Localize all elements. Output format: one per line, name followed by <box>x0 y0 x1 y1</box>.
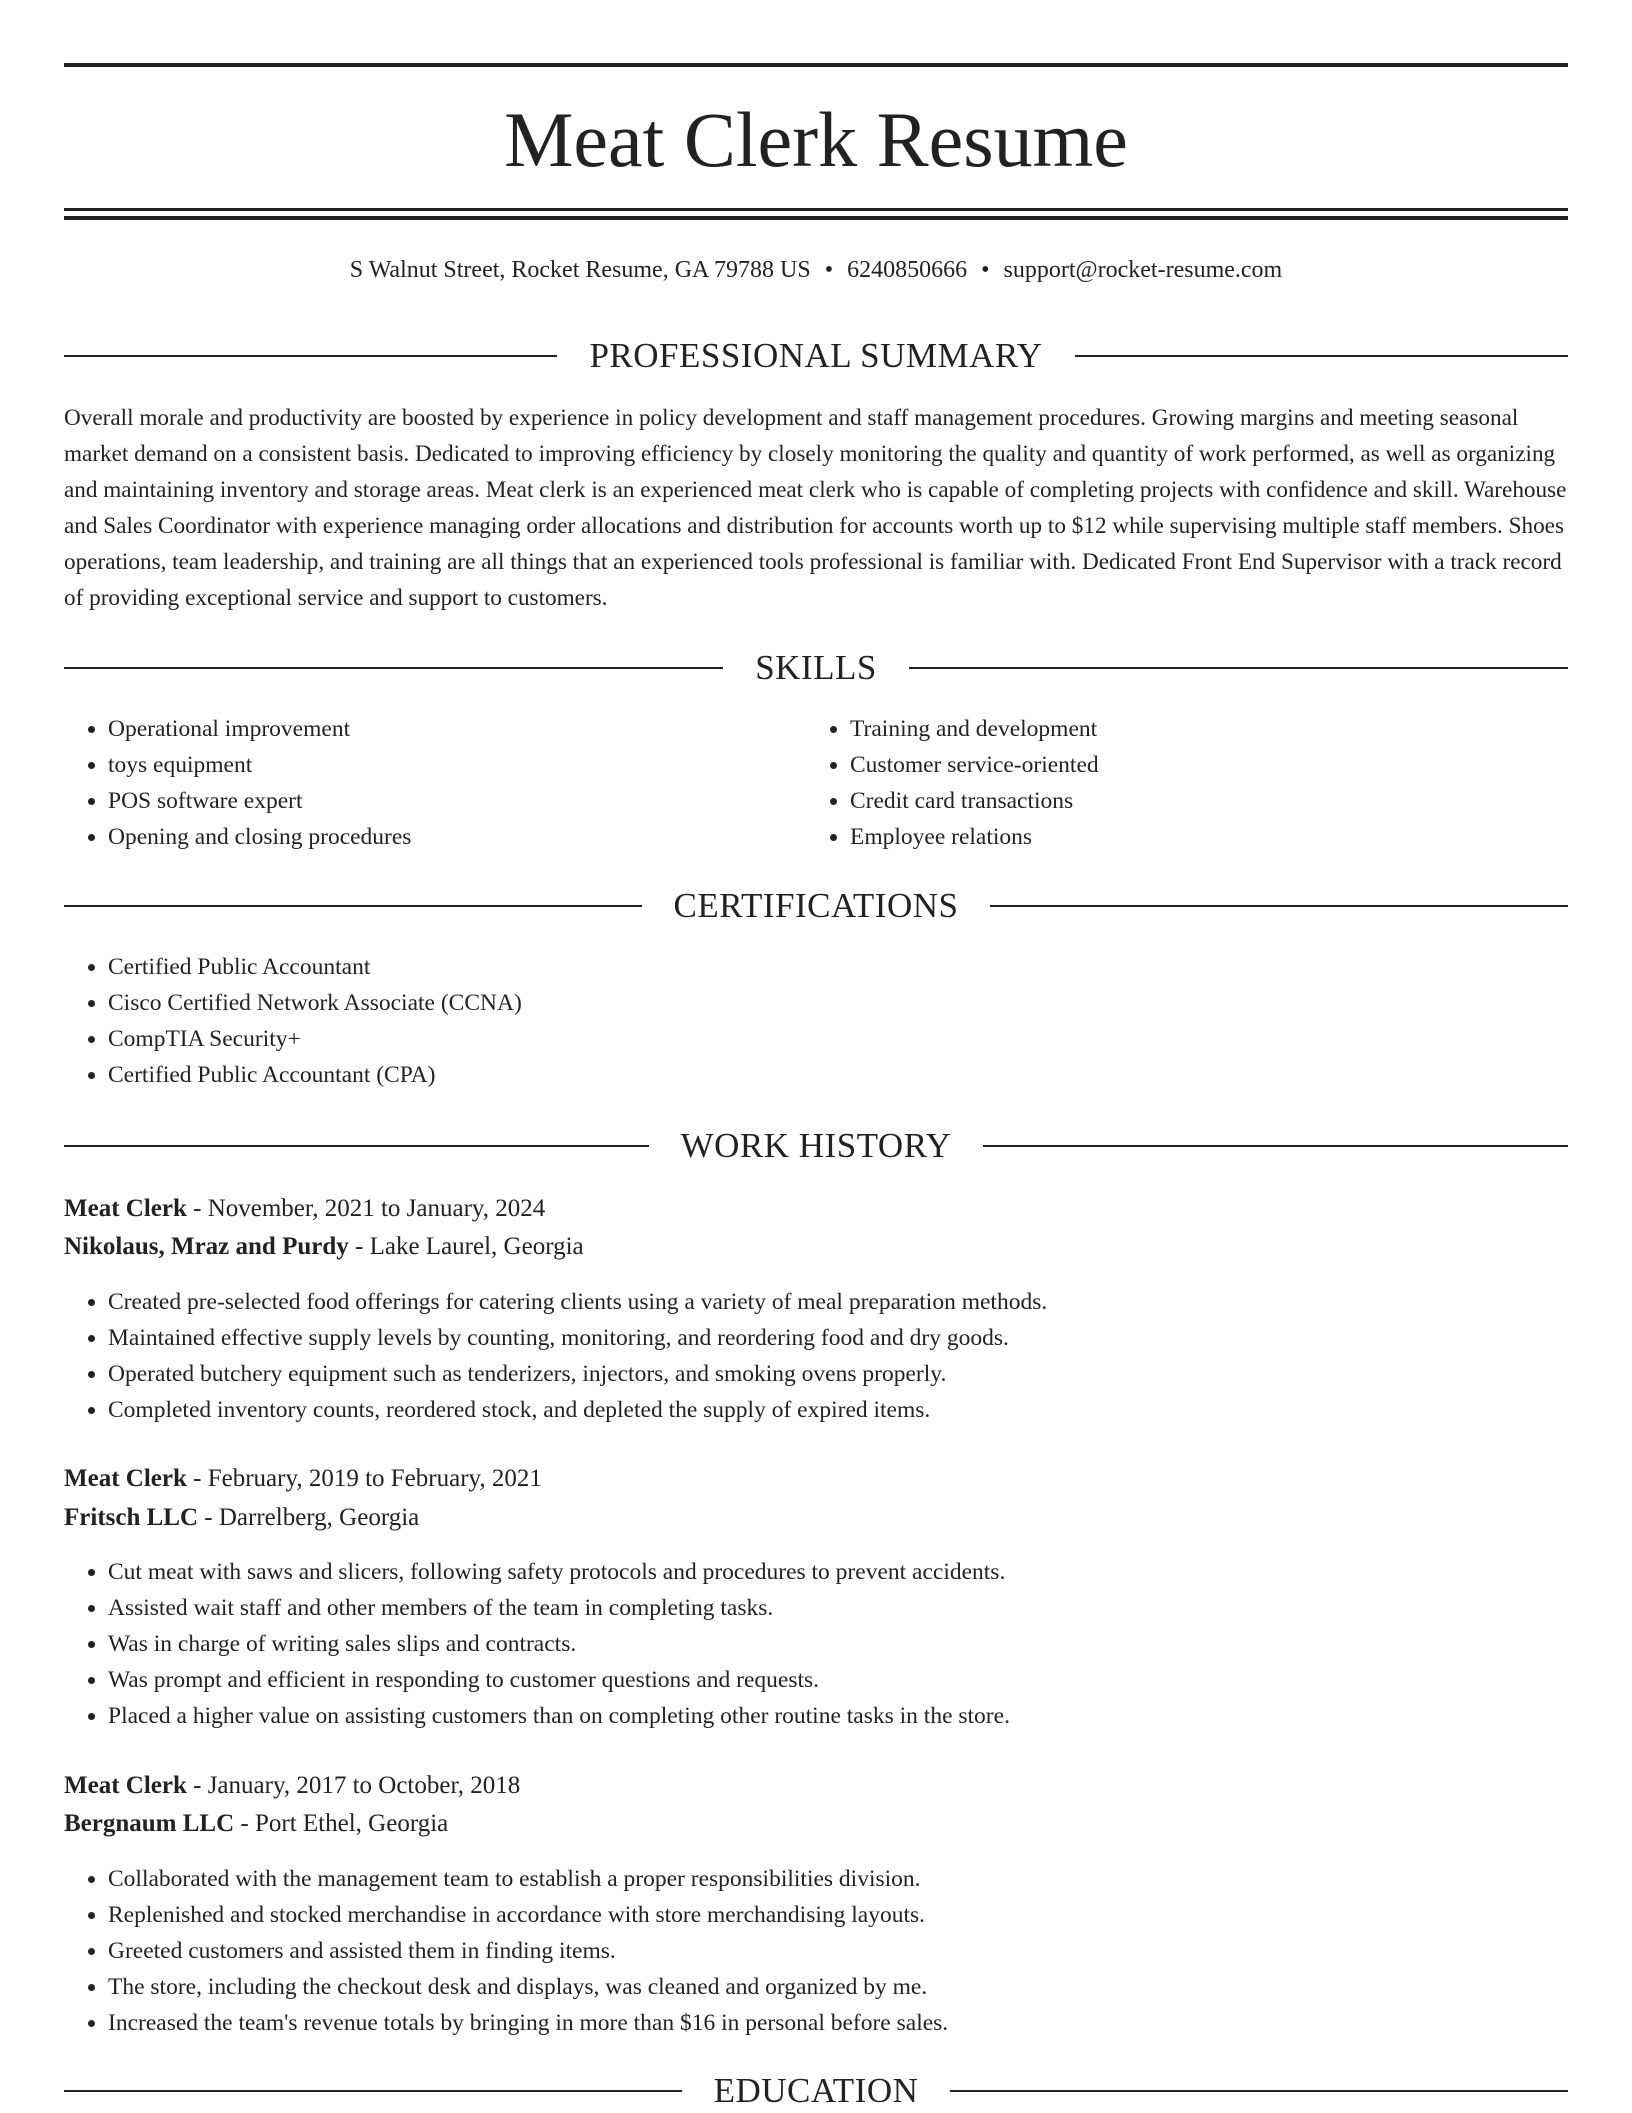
job-title: Meat Clerk <box>64 1465 187 1492</box>
job-bullet: • Increased the team's revenue totals by bringing in more than $16 in personal before sales. <box>108 2005 1568 2041</box>
job-company: Nikolaus, Mraz and Purdy <box>64 1233 349 1260</box>
heading-rule <box>983 1145 1568 1147</box>
contact-address: S Walnut Street, Rocket Resume, GA 79788 US <box>349 257 811 283</box>
skill-item: • Credit card transactions <box>850 783 1550 819</box>
skill-item: • Opening and closing procedures <box>108 819 808 855</box>
job-location: - Darrelberg, Georgia <box>198 1504 420 1531</box>
heading-rule <box>950 2090 1568 2092</box>
job-dates: - February, 2019 to February, 2021 <box>186 1465 542 1492</box>
title-underline-rule <box>64 216 1568 220</box>
certifications-list <box>64 949 1508 1093</box>
heading-rule <box>64 1145 649 1147</box>
certification-item: • Certified Public Accountant <box>108 949 1508 985</box>
skills-list-left <box>64 711 808 855</box>
contact-email: support@rocket-resume.com <box>1003 257 1283 283</box>
job-dates: - January, 2017 to October, 2018 <box>186 1772 521 1799</box>
job-bullet: • Cut meat with saws and slicers, following safety protocols and procedures to prevent accidents. <box>108 1554 1568 1590</box>
skill-item: • Operational improvement <box>108 711 808 747</box>
job-bullets <box>64 1861 1568 2041</box>
skill-item: • Customer service-oriented <box>850 747 1550 783</box>
job-bullet: • Placed a higher value on assisting customers than on completing other routine tasks in the store. <box>108 1698 1568 1734</box>
section-heading-summary <box>64 334 1568 378</box>
job-company-line <box>64 1500 419 1536</box>
section-heading-work-history <box>64 1124 1568 1168</box>
job-company-line <box>64 1229 584 1265</box>
heading-rule <box>64 2090 682 2092</box>
section-heading-label: PROFESSIONAL SUMMARY <box>589 336 1043 375</box>
job-dates: - November, 2021 to January, 2024 <box>186 1195 546 1222</box>
job-title-line <box>64 1191 545 1227</box>
heading-rule <box>64 667 723 669</box>
heading-rule <box>990 905 1568 907</box>
job-bullet: • The store, including the checkout desk and displays, was cleaned and organized by me. <box>108 1969 1568 2005</box>
skills-list-right <box>806 711 1550 855</box>
skill-item: • toys equipment <box>108 747 808 783</box>
section-heading-label: WORK HISTORY <box>680 1126 952 1165</box>
heading-rule <box>64 355 557 357</box>
job-bullet: • Maintained effective supply levels by counting, monitoring, and reordering food and dry goods. <box>108 1320 1568 1356</box>
job-company: Bergnaum LLC <box>64 1810 235 1837</box>
contact-separator: • <box>981 257 990 283</box>
section-heading-education <box>64 2069 1568 2113</box>
contact-line <box>64 254 1568 286</box>
job-bullet: • Was prompt and efficient in responding to customer questions and requests. <box>108 1662 1568 1698</box>
job-location: - Lake Laurel, Georgia <box>348 1233 584 1260</box>
section-heading-label: EDUCATION <box>713 2071 919 2110</box>
heading-rule <box>909 667 1568 669</box>
job-bullet: • Was in charge of writing sales slips and contracts. <box>108 1626 1568 1662</box>
job-title: Meat Clerk <box>64 1195 187 1222</box>
section-heading-certifications <box>64 884 1568 928</box>
section-heading-skills <box>64 646 1568 690</box>
job-bullet: • Replenished and stocked merchandise in accordance with store merchandising layouts. <box>108 1897 1568 1933</box>
section-heading-label: CERTIFICATIONS <box>673 886 959 925</box>
job-title-line <box>64 1461 542 1497</box>
certification-item: • CompTIA Security+ <box>108 1021 1508 1057</box>
contact-phone: 6240850666 <box>847 257 968 283</box>
job-bullets <box>64 1284 1568 1428</box>
job-location: - Port Ethel, Georgia <box>234 1810 449 1837</box>
top-rule <box>64 63 1568 67</box>
heading-rule <box>1075 355 1568 357</box>
job-company: Fritsch LLC <box>64 1504 199 1531</box>
job-bullet: • Operated butchery equipment such as tenderizers, injectors, and smoking ovens properly. <box>108 1356 1568 1392</box>
heading-rule <box>64 905 642 907</box>
skill-item: • Employee relations <box>850 819 1550 855</box>
job-title-line <box>64 1768 520 1804</box>
job-bullet: • Collaborated with the management team to establish a proper responsibilities division. <box>108 1861 1568 1897</box>
job-bullet: • Assisted wait staff and other members of the team in completing tasks. <box>108 1590 1568 1626</box>
job-bullet: • Completed inventory counts, reordered stock, and depleted the supply of expired items. <box>108 1392 1568 1428</box>
job-title: Meat Clerk <box>64 1772 187 1799</box>
resume-title: Meat Clerk Resume <box>504 96 1128 183</box>
summary-paragraph: Overall morale and productivity are boosted by experience in policy development and staff management procedures. Growing margins and meeting seasonal market demand on a consistent basis. Dedicated to improving efficiency by closely monitoring the quality and quantity of work performed, as well as organizing and maintaining inventory and storage areas. Meat clerk is an experienced meat clerk who is capable of completing projects with confidence and skill. Warehouse and Sales Coordinator with experience managing order allocations and distribution for accounts worth up to $12 while supervising multiple staff members. Shoes operations, team leadership, and training are all things that an experienced tools professional is familiar with. Dedicated Front End Supervisor with a track record of providing exceptional service and support to customers. <box>64 405 1567 611</box>
skill-item: • POS software expert <box>108 783 808 819</box>
certification-item: • Certified Public Accountant (CPA) <box>108 1057 1508 1093</box>
job-company-line <box>64 1806 448 1842</box>
section-heading-label: SKILLS <box>755 648 877 687</box>
job-bullet: • Created pre-selected food offerings for catering clients using a variety of meal preparation methods. <box>108 1284 1568 1320</box>
certification-item: • Cisco Certified Network Associate (CCNA) <box>108 985 1508 1021</box>
title-underline-rule <box>64 208 1568 211</box>
skill-item: • Training and development <box>850 711 1550 747</box>
contact-separator: • <box>824 257 834 283</box>
job-bullets <box>64 1554 1568 1734</box>
job-bullet: • Greeted customers and assisted them in finding items. <box>108 1933 1568 1969</box>
